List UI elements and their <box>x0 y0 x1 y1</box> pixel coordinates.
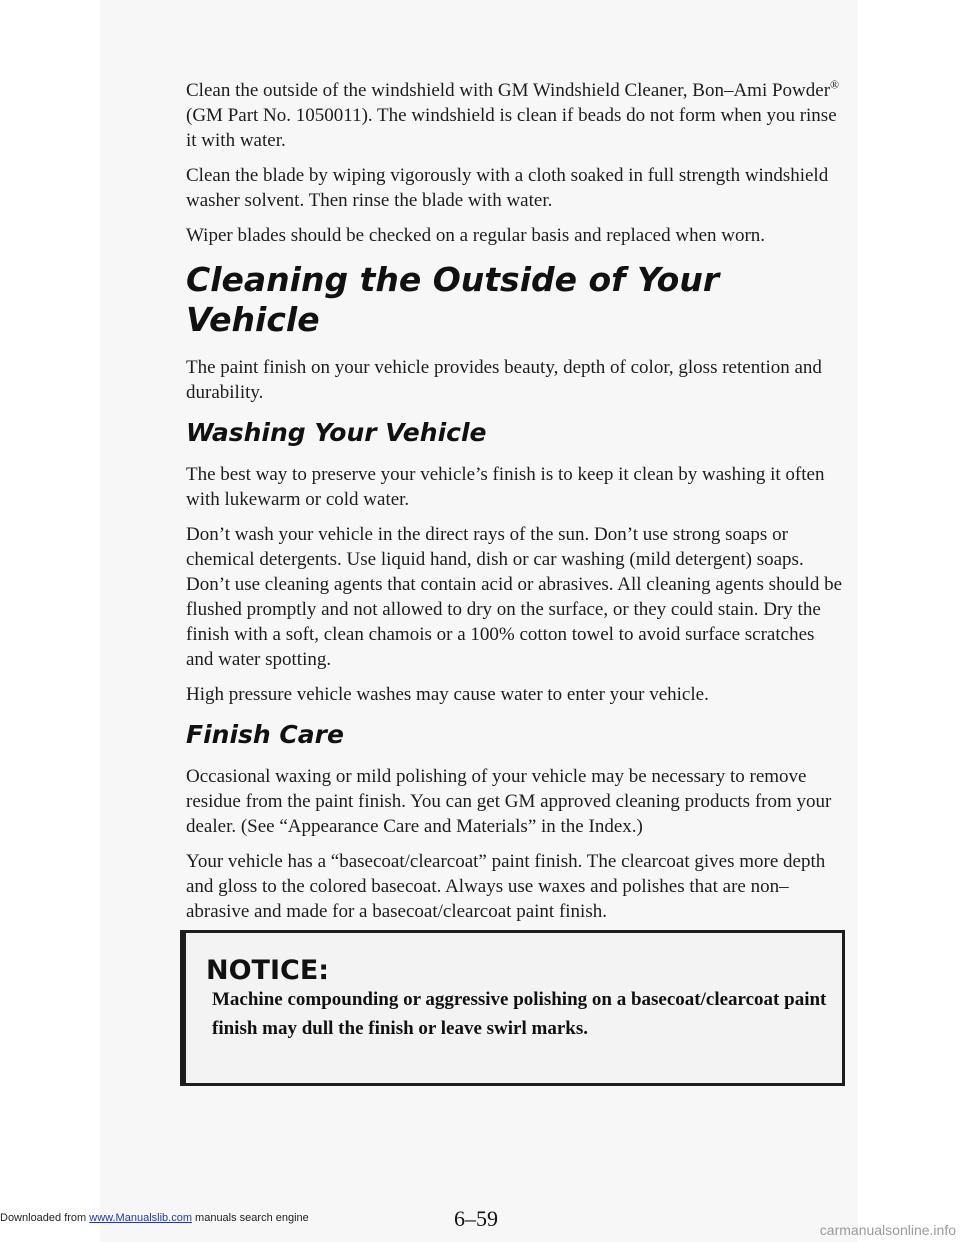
heading-cleaning-outside: Cleaning the Outside of Your Vehicle <box>186 260 720 339</box>
paragraph-finish-1: Occasional waxing or mild polishing of your vehicle may be necessary to remove residue from the paint finish. You can get GM approved cleaning products from your dealer. (See “Appearance Care and Materials” in the Index.) <box>186 766 832 837</box>
paragraph-washing-1: The best way to preserve your vehicle’s finish is to keep it clean by washing it often with lukewarm or cold water. <box>186 464 825 510</box>
paragraph-washing-2: Don’t wash your vehicle in the direct rays of the sun. Don’t use strong soaps or chemical detergents. Use liquid hand, dish or car washing (mild detergent) soaps. Don’t use cleaning agents that contain acid or abrasives. All cleaning agents should be flushed promptly and not allowed to dry on the surface, or they could stain. Dry the finish with a soft, clean chamois or a 100% cotton towel to avoid surface scratches and water spotting. <box>186 524 843 670</box>
manualslib-link[interactable]: www.Manualslib.com <box>89 1212 192 1224</box>
heading-washing: Washing Your Vehicle <box>186 418 487 447</box>
page-number: 6–59 <box>454 1206 498 1231</box>
paragraph-paint-finish: The paint finish on your vehicle provides beauty, depth of color, gloss retention and durability. <box>186 357 822 403</box>
download-footer <box>0 1212 309 1224</box>
footer-suffix: manuals search engine <box>191 1212 309 1224</box>
notice-box <box>180 930 845 1086</box>
page-content <box>186 78 846 934</box>
paragraph-wiper-check: Wiper blades should be checked on a regular basis and replaced when worn. <box>186 225 766 246</box>
paragraph-washing-3: High pressure vehicle washes may cause water to enter your vehicle. <box>186 684 709 705</box>
paragraph-clean-blade: Clean the blade by wiping vigorously with a cloth soaked in full strength windshield washer solvent. Then rinse the blade with water. <box>186 165 829 211</box>
watermark: carmanualsonline.info <box>819 1222 956 1238</box>
notice-text: Machine compounding or aggressive polishing on a basecoat/clearcoat paint finish may dull the finish or leave swirl marks. <box>212 989 827 1039</box>
registered-mark: ® <box>830 77 840 92</box>
heading-finish-care: Finish Care <box>186 720 344 749</box>
paragraph-text: (GM Part No. 1050011). The windshield is clean if beads do not form when you rinse it with water. <box>186 105 837 151</box>
paragraph-text: Clean the outside of the windshield with GM Windshield Cleaner, Bon–Ami Powder <box>186 80 831 101</box>
paragraph-windshield-cleaner <box>186 78 846 153</box>
paragraph-finish-2: Your vehicle has a “basecoat/clearcoat” paint finish. The clearcoat gives more depth and gloss to the colored basecoat. Always use waxes and polishes that are non–abrasive and made for a basecoat/clearcoat paint finish. <box>186 851 826 922</box>
notice-title: NOTICE: <box>206 955 330 986</box>
footer-prefix: Downloaded from <box>0 1212 90 1224</box>
